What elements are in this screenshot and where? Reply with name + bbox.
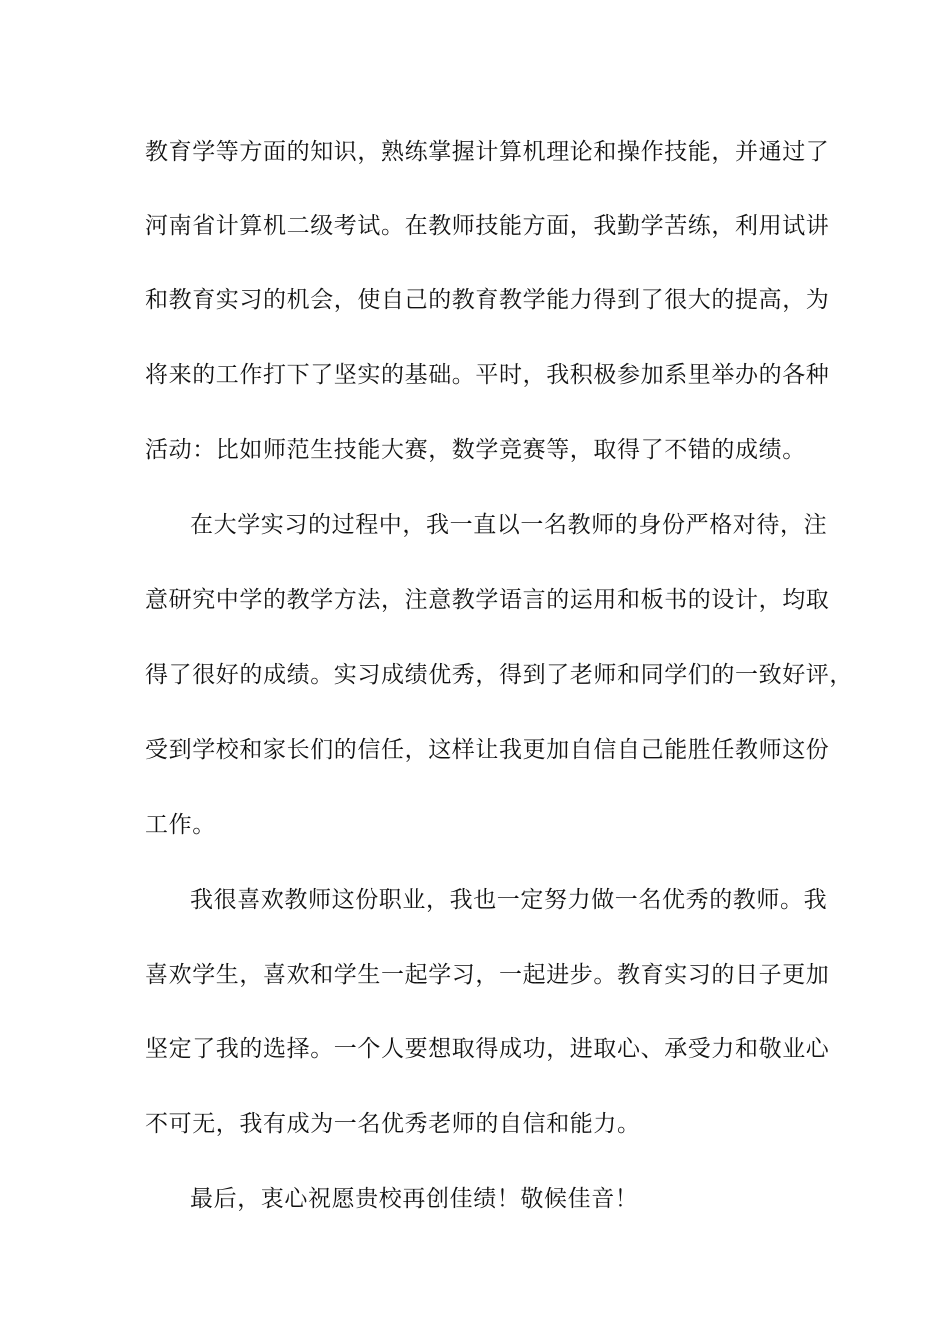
paragraph-line: 我很喜欢教师这份职业，我也一定努力做一名优秀的教师。我 <box>190 887 828 913</box>
paragraph-line: 得了很好的成绩。实习成绩优秀，得到了老师和同学们的一致好评， <box>145 662 853 688</box>
paragraph-line: 和教育实习的机会，使自己的教育教学能力得到了很大的提高，为 <box>145 287 830 313</box>
paragraph-line: 将来的工作打下了坚实的基础。平时，我积极参加系里举办的各种 <box>145 362 830 388</box>
paragraph-line: 喜欢学生，喜欢和学生一起学习，一起进步。教育实习的日子更加 <box>145 962 830 988</box>
paragraph-line: 不可无，我有成为一名优秀老师的自信和能力。 <box>145 1111 641 1137</box>
paragraph-line: 最后，衷心祝愿贵校再创佳绩！敬候佳音！ <box>190 1186 639 1212</box>
paragraph-line: 工作。 <box>145 812 216 838</box>
paragraph-line: 受到学校和家长们的信任，这样让我更加自信自己能胜任教师这份 <box>145 737 830 763</box>
paragraph-line: 坚定了我的选择。一个人要想取得成功，进取心、承受力和敬业心 <box>145 1036 830 1062</box>
paragraph-line: 教育学等方面的知识，熟练掌握计算机理论和操作技能，并通过了 <box>145 139 830 165</box>
paragraph-line: 河南省计算机二级考试。在教师技能方面，我勤学苦练，利用试讲 <box>145 213 830 239</box>
paragraph-line: 意研究中学的教学方法，注意教学语言的运用和板书的设计，均取 <box>145 587 830 613</box>
paragraph-line: 在大学实习的过程中，我一直以一名教师的身份严格对待，注 <box>190 512 828 538</box>
paragraph-line: 活动：比如师范生技能大赛，数学竞赛等，取得了不错的成绩。 <box>145 437 806 463</box>
